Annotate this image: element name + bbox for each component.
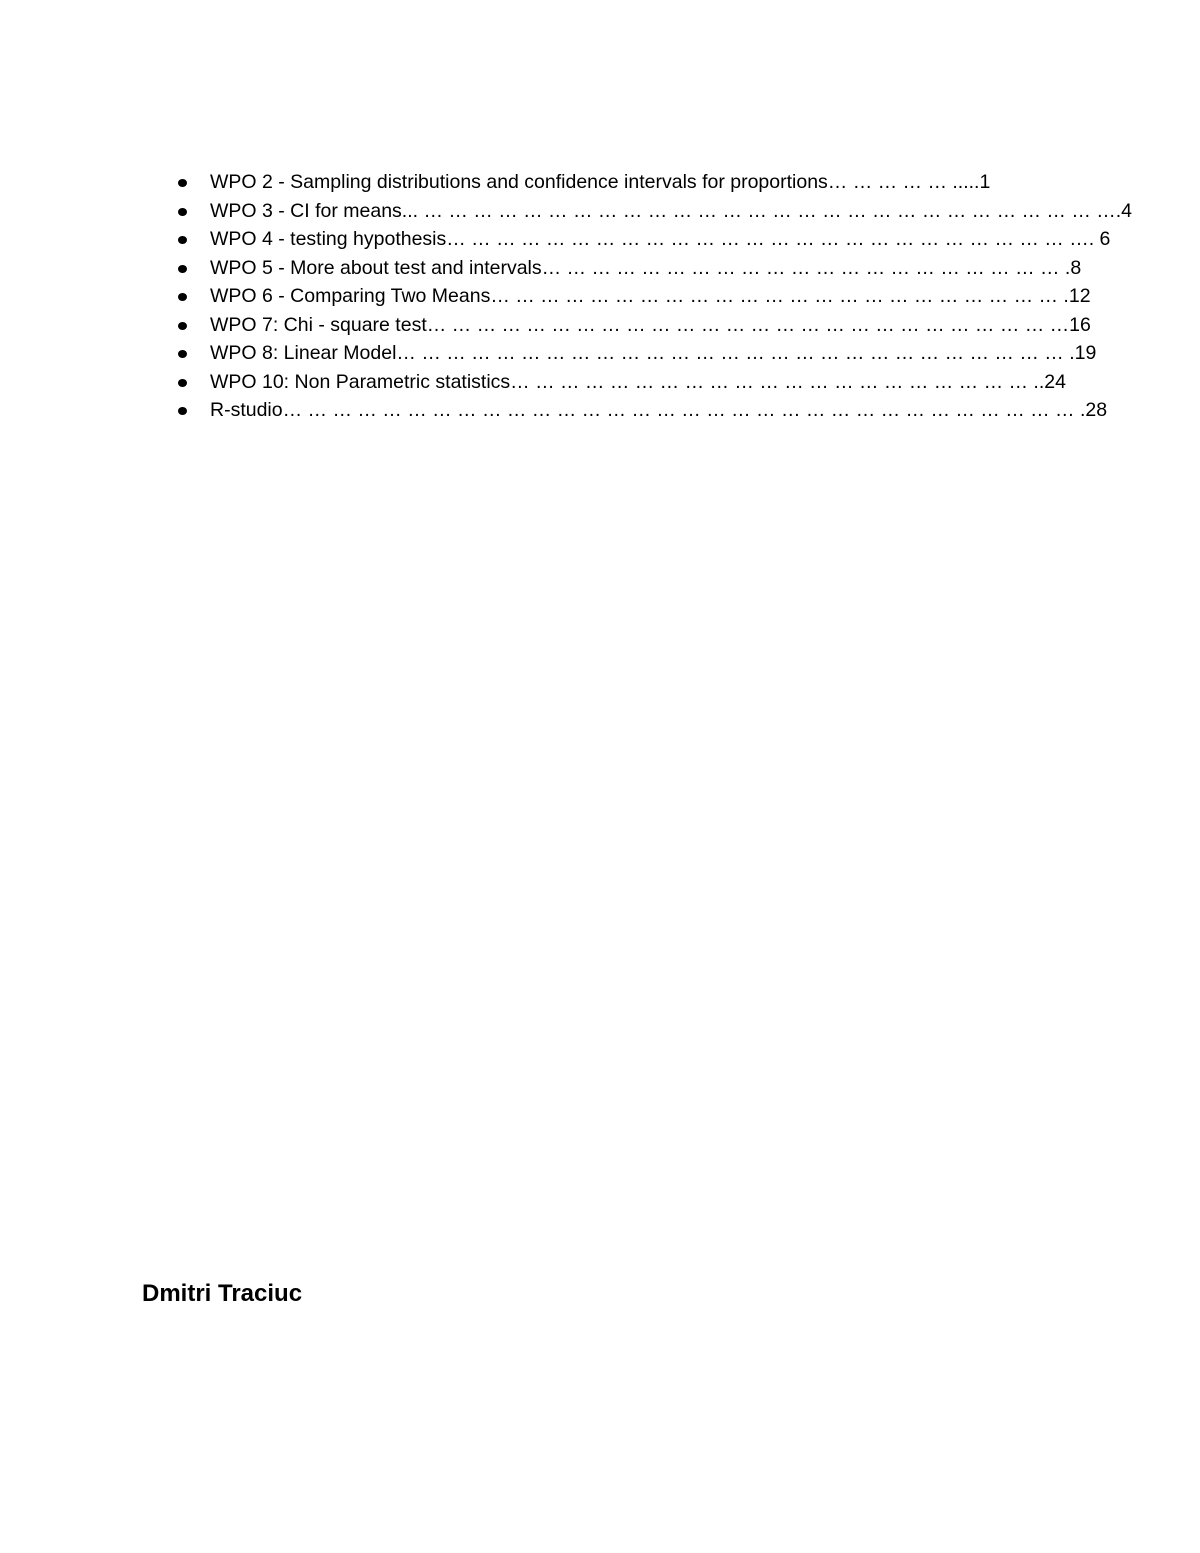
toc-item-wpo-10 xyxy=(176,368,1066,397)
toc-entry-text: WPO 7: Chi - square test… … … … … … … … … … … … … … … … … … … … … … … … … …16 xyxy=(210,313,1091,336)
bullet-icon xyxy=(178,179,187,187)
author-name: Dmitri Traciuc xyxy=(142,1280,303,1307)
bullet-icon xyxy=(178,293,187,301)
toc-entry-text: WPO 4 - testing hypothesis… … … … … … … … … … … … … … … … … … … … … … … … … …. 6 xyxy=(210,228,1111,250)
toc-entry-text: WPO 3 - CI for means... … … … … … … … … … … … … … … … … … … … … … … … … … … … ….4 xyxy=(210,199,1133,222)
toc-item-wpo-8 xyxy=(176,339,1097,368)
toc-item-wpo-7 xyxy=(176,311,1091,340)
bullet-icon xyxy=(178,407,187,415)
toc-item-wpo-3 xyxy=(176,197,1133,226)
table-of-contents xyxy=(176,168,1133,425)
toc-item-wpo-4 xyxy=(176,225,1111,254)
toc-entry-text: WPO 8: Linear Model… … … … … … … … … … … … … … … … … … … … … … … … … … … .19 xyxy=(210,342,1097,364)
bullet-icon xyxy=(178,265,187,273)
toc-entry-text: WPO 10: Non Parametric statistics… … … … … … … … … … … … … … … … … … … … … ..24 xyxy=(210,370,1066,393)
toc-item-r-studio xyxy=(176,396,1108,425)
bullet-icon xyxy=(178,236,187,244)
toc-entry-text: R-studio… … … … … … … … … … … … … … … … … … … … … … … … … … … … … … … … .28 xyxy=(210,399,1108,421)
bullet-icon xyxy=(178,379,187,387)
toc-entry-text: WPO 5 - More about test and intervals… … … … … … … … … … … … … … … … … … … … … .8 xyxy=(210,256,1082,279)
toc-item-wpo-5 xyxy=(176,254,1082,283)
toc-item-wpo-2 xyxy=(176,168,1060,197)
bullet-icon xyxy=(178,322,187,330)
toc-entry-text: WPO 2 - Sampling distributions and confidence intervals for proportions… … … … … .....1 xyxy=(210,171,991,193)
bullet-icon xyxy=(178,208,187,216)
toc-entry-text: WPO 6 - Comparing Two Means… … … … … … … … … … … … … … … … … … … … … … … .12 xyxy=(210,285,1091,307)
bullet-icon xyxy=(178,350,187,358)
toc-item-wpo-6 xyxy=(176,282,1091,311)
